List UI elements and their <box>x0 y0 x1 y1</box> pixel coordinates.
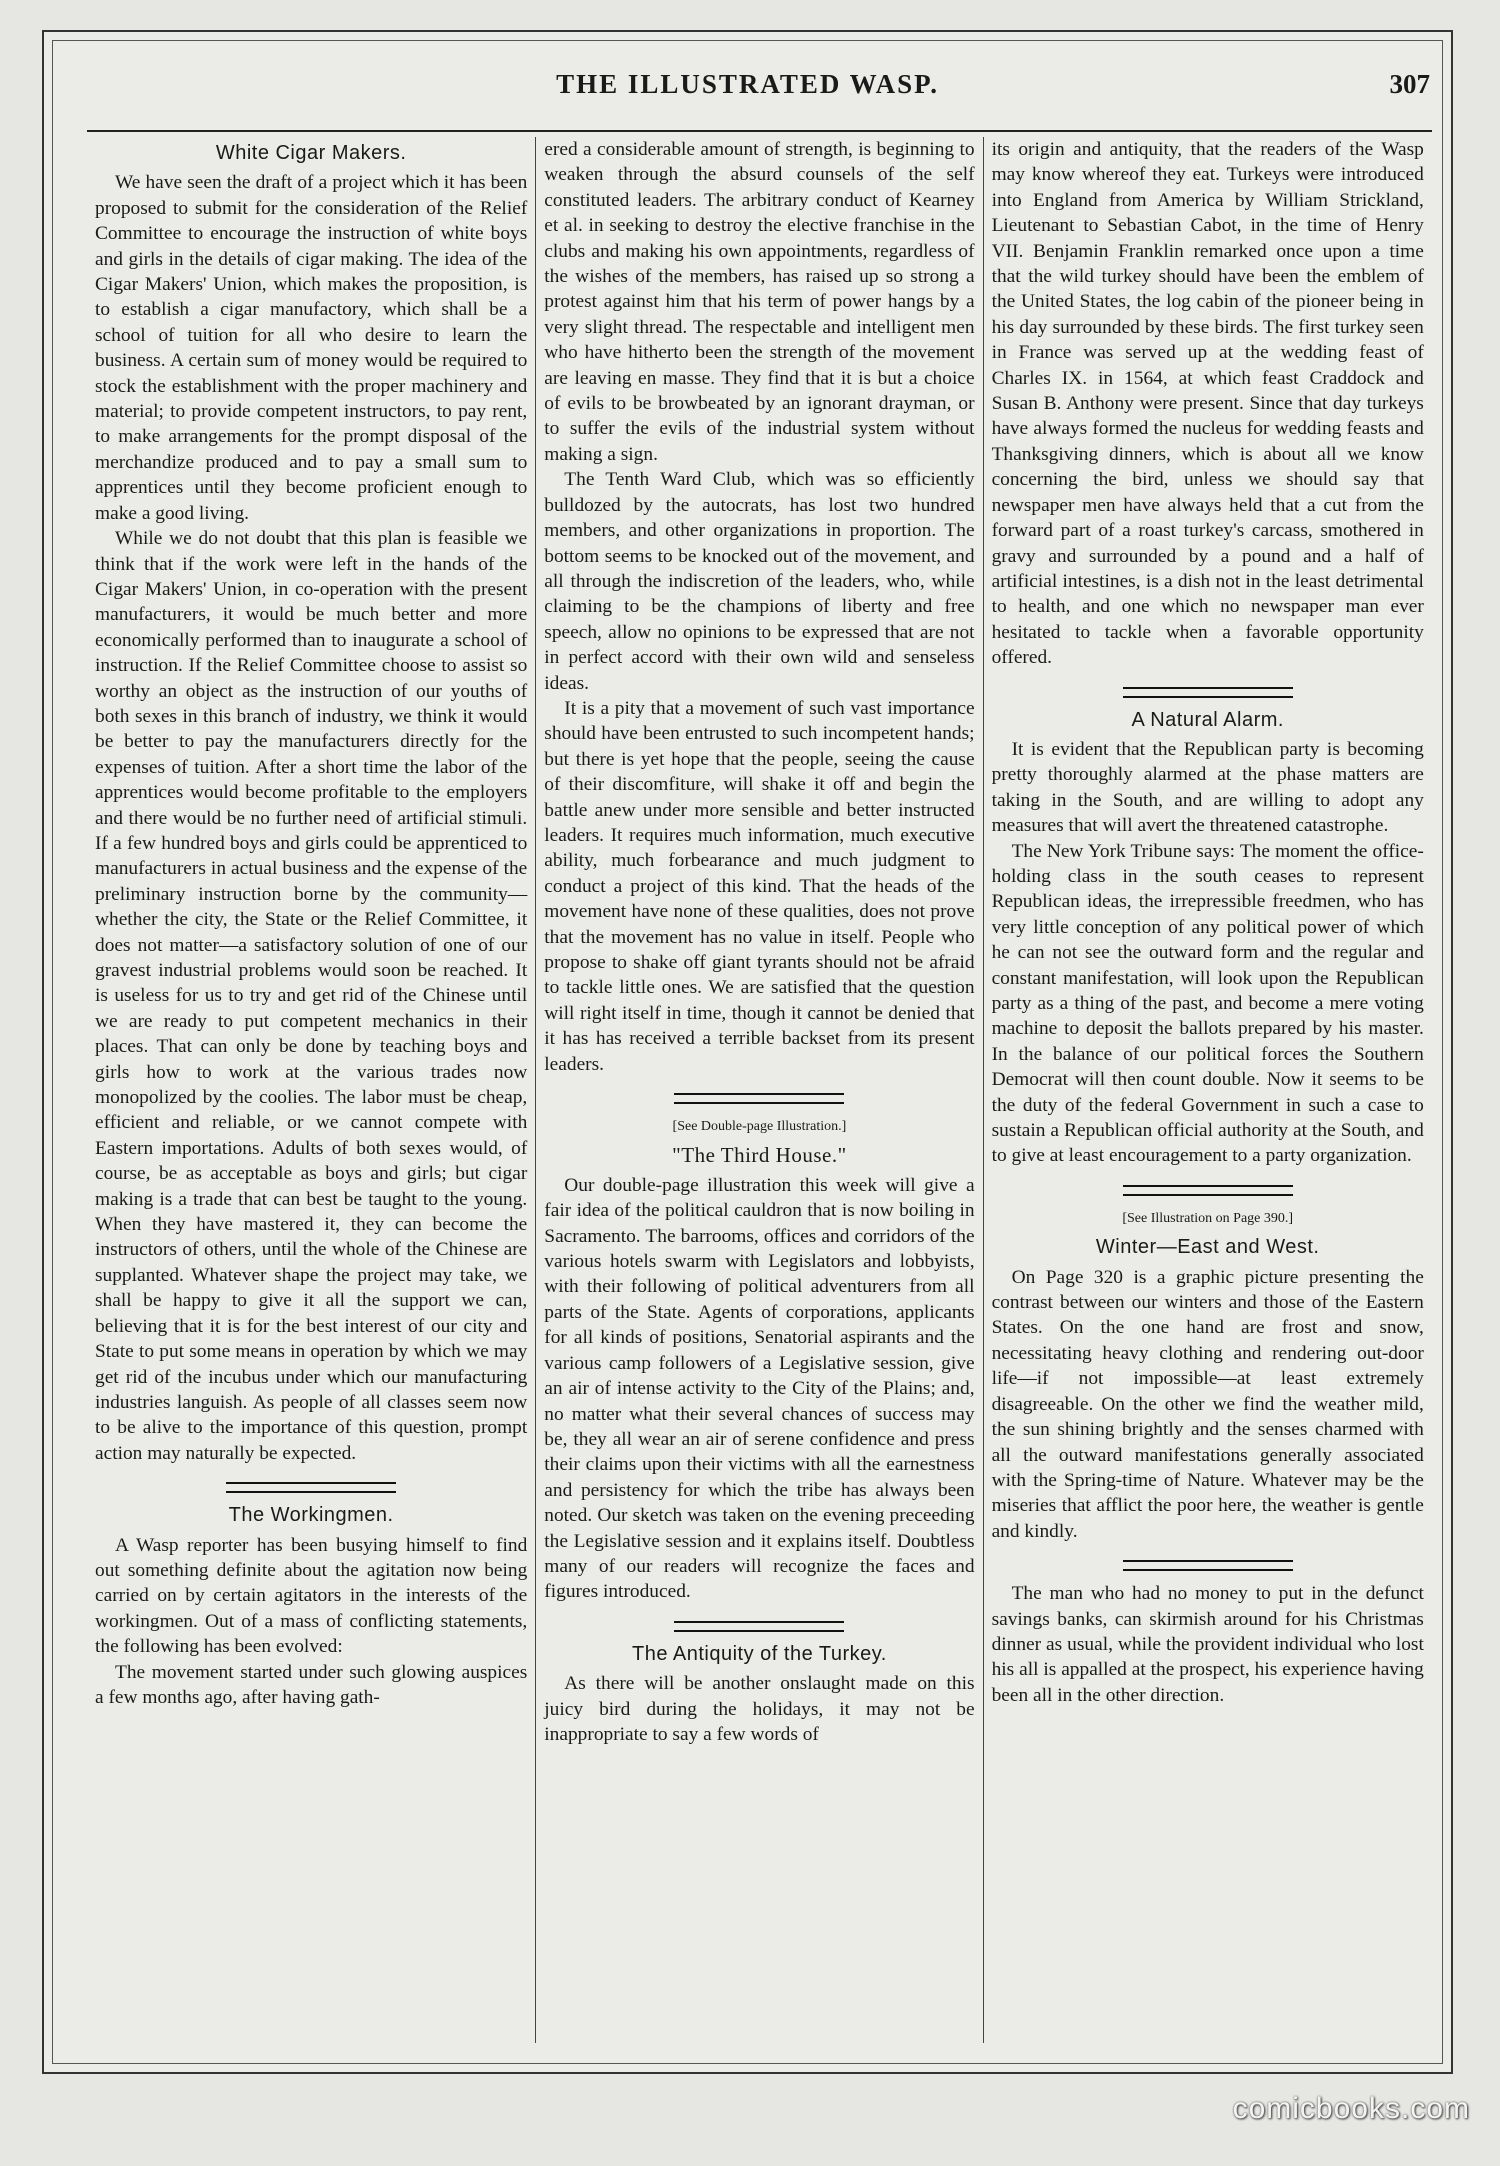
header-rule <box>87 130 1432 132</box>
paragraph: It is a pity that a movement of such vast importance should have been entrusted to such incompetent hands; but there is yet hope that the people, seeing the cause of their discomfiture, will shake it off and begin the battle anew under more sensible and better instructed leaders. It requires much information, much executive ability, much forbearance and much judgment to conduct a project of this kind. That the heads of the movement have none of these qualities, does not prove that the movement has no value in itself. People who propose to shake off giant tyrants should not be afraid to tackle little ones. We are satisfied that the question will right itself in time, though it cannot be denied that it has has received a terrible backset from its present leaders. <box>544 697 975 1075</box>
section-divider <box>674 1093 844 1104</box>
section-divider <box>226 1482 396 1493</box>
section-divider <box>674 1621 844 1632</box>
headline-third-house: "The Third House." <box>672 1143 847 1168</box>
page-number: 307 <box>1389 69 1430 99</box>
page-border <box>52 40 1443 2064</box>
paragraph: Our double-page illustration this week will give a fair idea of the political cauldron that is now boiling in Sacramento. The barrooms, offices and corridors of the various hotels swarm with Legislators and lobbyists, with their following of political adventurers from all parts of the State. Agents of corporations, applicants for all kinds of positions, Senatorial aspirants and the various camp followers of a Legislative session, give an air of intense activity to the City of the Plains; and, no matter what their several chances of success may be, they all wear an air of serene confidence and press their claims upon their victims with all the earnestness and persistency for which the tribe has always been noted. Our sketch was taken on the evening preceeding the Legislative session and it explains itself. Doubtless many of our readers will recognize the faces and figures introduced. <box>544 1174 975 1603</box>
paragraph: While we do not doubt that this plan is feasible we think that if the work were left in the hands of the Cigar Makers' Union, in co-operation with the present manufacturers, it would be much better and more economically performed than to inaugurate a school of instruction. If the Relief Committee choose to assist so worthy an object as the instruction of our youths of both sexes in this branch of industry, we think it would be better to pay the manufacturers directly for the expenses of tuition. After a short time the labor of the apprentices would become profitable to the employers and there would be no further need of artificial stimuli. If a few hundred boys and girls could be apprenticed to manufacturers in actual business and the expense of the preliminary instruction borne by the community—whether the city, the State or the Relief Committee, it does not matter—a satisfactory solution of one of our gravest industrial problems would soon be reached. It is useless for us to try and get rid of the Chinese until we are ready to put competent mechanics in their places. That can only be done by teaching boys and girls how to work at the various trades now monopolized by the coolies. The labor must be cheap, efficient and reliable, or we cannot compete with Eastern importations. Adults of both sexes would, of course, be as acceptable as boys and girls; but cigar making is a trade that can best be taught to the young. When they have mastered it, they can become the instructors of others, until the whole of the Chinese are supplanted. Whatever shape the project may take, we shall be happy to give it all the support we can, believing that it is for the best interest of our city and State to put some means in operation by which we may get rid of the incubus under which our manufacturing industries languish. As people of all classes seem now to be alive to the importance of this question, prompt action may naturally be expected. <box>95 528 528 1464</box>
paragraph: It is evident that the Republican party is becoming pretty thoroughly alarmed at the phase matters are taking in the South, and are willing to adopt any measures that will avert the threatened catastrophe. <box>991 738 1424 837</box>
illustration-note: [See Illustration on Page 390.] <box>1122 1210 1294 1226</box>
section-divider <box>1123 687 1293 698</box>
paragraph: The man who had no money to put in the defunct savings banks, can skirmish around for his Christmas dinner as usual, while the provident individual who lost his all is appalled at the prospect, his experience having been all in the other direction. <box>991 1583 1424 1706</box>
paragraph: The New York Tribune says: The moment the office-holding class in the south ceases to represent Republican ideas, the irrepressible freedmen, who has very little conception of any political power of which he can not see the outward form and the regular and constant manifestation, will look upon the Republican party as a thing of the past, and become a mere voting machine to deposit the ballots prepared by his master. In the balance of our political forces the Southern Democrat will then count double. Now it seems to be the duty of the federal Government in such a case to sustain a Republican official authority at the South, and to give at least encouragement to a party organization. <box>991 840 1424 1167</box>
article-columns <box>87 137 1432 2043</box>
illustration-note: [See Double-page Illustration.] <box>672 1119 847 1135</box>
paragraph: As there will be another onslaught made on this juicy bird during the holidays, it may not be inappropriate to say a few words of <box>544 1673 975 1745</box>
publication-title: THE ILLUSTRATED WASP. <box>556 69 939 99</box>
column-middle <box>535 137 983 2043</box>
paragraph: A Wasp reporter has been busying himself to find out something definite about the agitation now being carried on by certain agitators in the interests of the workingmen. Out of a mass of conflicting statements, the following has been evolved: <box>95 1534 528 1658</box>
paragraph: The Tenth Ward Club, which was so efficiently bulldozed by the autocrats, has lost two hundred members, and other organizations in proportion. The bottom seems to be knocked out of the movement, and all through the indiscretion of the leaders, who, while claiming to be the champions of liberty and free speech, allow no opinions to be expressed that are not in perfect accord with their own wild and senseless ideas. <box>544 469 975 694</box>
headline-natural-alarm: A Natural Alarm. <box>1131 708 1284 731</box>
section-divider <box>1123 1185 1293 1196</box>
paragraph: The movement started under such glowing auspices a few months ago, after having gath- <box>95 1661 528 1708</box>
magazine-page <box>42 30 1453 2074</box>
section-divider <box>1123 1560 1293 1571</box>
headline-white-cigar-makers: White Cigar Makers. <box>215 142 407 164</box>
headline-workingmen: The Workingmen. <box>228 1504 394 1527</box>
site-watermark: comicbooks.com <box>1232 2092 1470 2125</box>
paragraph: On Page 320 is a graphic picture presenting the contrast between our winters and those of the Eastern States. On the one hand are frost and snow, necessitating heavy clothing and rendering out-door life—if not impossible—at least extremely disagreeable. On the other we find the weather mild, the sun shining brightly and the senses charmed with all the outward manifestations generally associated with the Spring-time of Nature. Whatever may be the miseries that afflict the poor here, the weather is gentle and kindly. <box>991 1266 1424 1542</box>
headline-antiquity-turkey: The Antiquity of the Turkey. <box>631 1642 887 1665</box>
paragraph: We have seen the draft of a project which it has been proposed to submit for the consideration of the Relief Committee to encourage the instruction of white boys and girls in the details of cigar making. The idea of the Cigar Makers' Union, which makes the proposition, is to establish a cigar manufactory, which shall be a school of tuition for all who desire to learn the business. A certain sum of money would be required to stock the establishment with the proper machinery and material; to provide competent instructors, to pay rent, to make arrangements for the prompt disposal of the merchandize produced and to pay a small sum to apprentices until they become proficient enough to make a good living. <box>95 172 528 524</box>
paragraph: its origin and antiquity, that the readers of the Wasp may know whereof they eat. Turkeys were introduced into England from America by William Strickland, Lieutenant to Sebastian Cabot, in the time of Henry VII. Benjamin Franklin remarked once upon a time that the wild turkey should have been the emblem of the United States, the log cabin of the pioneer being in his day surrounded by these birds. The first turkey seen in France was served up at the wedding feast of Charles IX. in 1564, at which feast Craddock and Susan B. Anthony were present. Since that day turkeys have always formed the nucleus for wedding feasts and Thanksgiving dinners, which is about all we know concerning the bird, unless we should say that newspaper men have always held that a cut from the forward part of a roast turkey's carcass, smothered in gravy and surrounded by a pound and a half of artificial intestines, is a dish not in the least detrimental to health, and one which no newspaper man ever hesitated to tackle when a favorable opportunity offered. <box>991 139 1424 669</box>
column-left <box>87 137 535 2043</box>
column-right <box>984 137 1432 2043</box>
running-header <box>53 69 1442 109</box>
headline-winter-east-west: Winter—East and West. <box>1095 1236 1320 1259</box>
paragraph: ered a considerable amount of strength, is beginning to weaken through the absurd counsels of the self constituted leaders. The arbitrary conduct of Kearney et al. in seeking to destroy the elective franchise in the clubs and making his own appointments, regardless of the wishes of the members, has raised up so strong a protest against him that his term of power hangs by a very slight thread. The respectable and intelligent men who have hitherto been the strength of the movement are leaving en masse. They find that it is but a choice of evils to be browbeated by an ignorant drayman, or to suffer the evils of the industrial system without making a sign. <box>544 139 975 465</box>
